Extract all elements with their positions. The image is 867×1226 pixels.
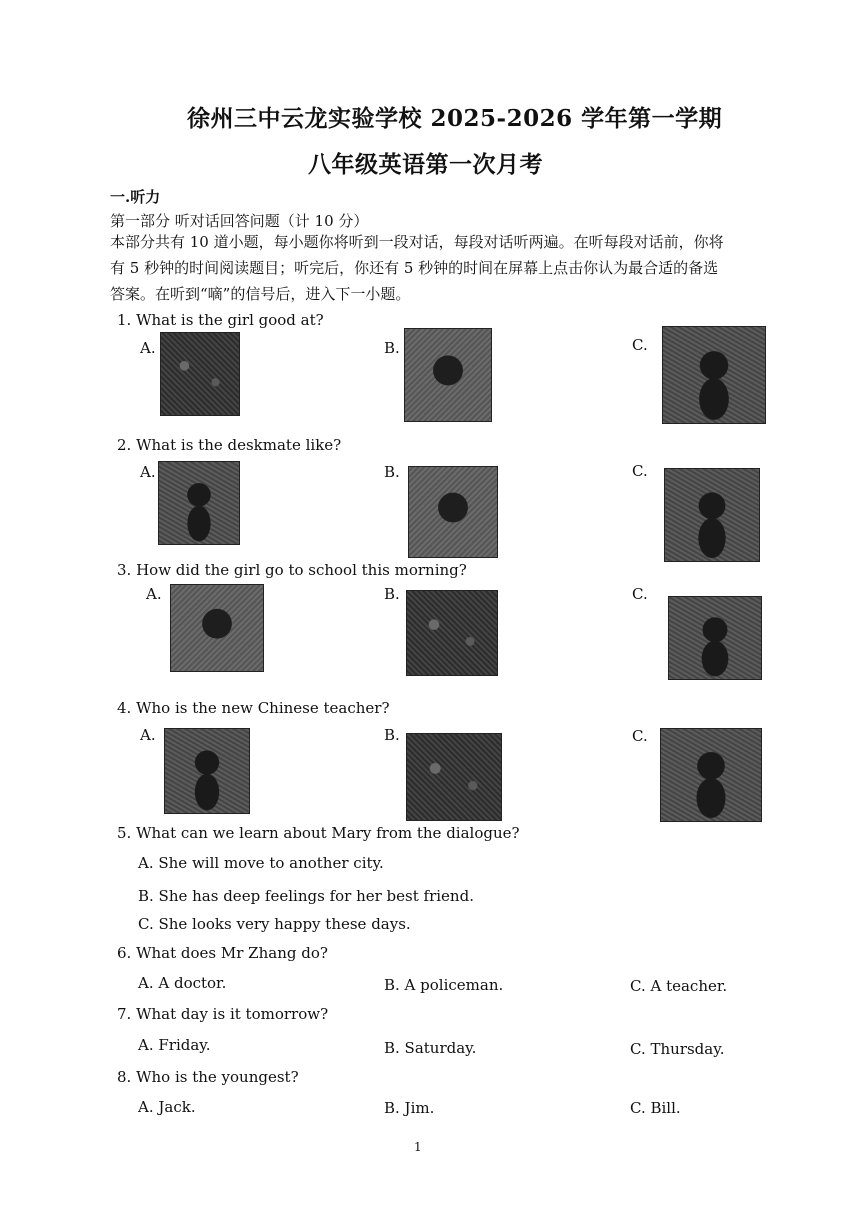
q4-option-b-label[interactable]: B.	[384, 726, 400, 744]
boy-portrait-picture[interactable]	[664, 468, 760, 562]
q4-option-c-label[interactable]: C.	[632, 727, 648, 745]
q6-option-a[interactable]: A. A doctor.	[138, 974, 227, 992]
q4-option-a-label[interactable]: A.	[140, 726, 156, 744]
boy-with-hat-picture[interactable]	[408, 466, 498, 558]
short-hair-woman-picture[interactable]	[660, 728, 762, 822]
q2-option-b-label[interactable]: B.	[384, 463, 400, 481]
question-2-stem: 2. What is the deskmate like?	[117, 436, 342, 454]
q2-option-c-label[interactable]: C.	[632, 462, 648, 480]
q5-option-b[interactable]: B. She has deep feelings for her best friend.	[138, 887, 474, 905]
exam-title: 徐州三中云龙实验学校 2025-2026 学年第一学期	[187, 105, 723, 132]
q3-option-c-label[interactable]: C.	[632, 585, 648, 603]
q5-option-c[interactable]: C. She looks very happy these days.	[138, 915, 411, 933]
q7-option-c[interactable]: C. Thursday.	[630, 1040, 725, 1058]
question-1-stem: 1. What is the girl good at?	[117, 311, 324, 329]
bus-picture[interactable]	[406, 590, 498, 676]
page-number: 1	[414, 1140, 422, 1154]
instructions: 本部分共有 10 道小题，每小题你将听到一段对话，每段对话听两遍。在听每段对话前，你将有 5 秒钟的时间阅读题目；听完后，你还有 5 秒钟的时间在屏幕上点击你认为最合适的备选答案。在听到“嘀”的信号后，进入下一小题。	[110, 233, 724, 303]
girl-art-picture[interactable]	[160, 332, 240, 416]
q1-option-c-label[interactable]: C.	[632, 336, 648, 354]
long-hair-woman-picture[interactable]	[164, 728, 250, 814]
q1-option-a-label[interactable]: A.	[140, 339, 156, 357]
q3-option-a-label[interactable]: A.	[146, 585, 162, 603]
question-6-stem: 6. What does Mr Zhang do?	[117, 944, 328, 962]
q2-option-a-label[interactable]: A.	[140, 463, 156, 481]
q5-option-a[interactable]: A. She will move to another city.	[138, 854, 384, 872]
q8-option-a[interactable]: A. Jack.	[138, 1098, 196, 1116]
q7-option-b[interactable]: B. Saturday.	[384, 1039, 477, 1057]
section-heading: 一.听力	[110, 188, 161, 206]
question-3-stem: 3. How did the girl go to school this morning?	[117, 561, 467, 579]
dancing-picture[interactable]	[662, 326, 766, 424]
car-picture[interactable]	[170, 584, 264, 672]
exam-subtitle: 八年级英语第一次月考	[308, 151, 543, 178]
bicycle-picture[interactable]	[668, 596, 762, 680]
q3-option-b-label[interactable]: B.	[384, 585, 400, 603]
question-5-stem: 5. What can we learn about Mary from the dialogue?	[117, 824, 520, 842]
girl-portrait-picture[interactable]	[158, 461, 240, 545]
question-7-stem: 7. What day is it tomorrow?	[117, 1005, 329, 1023]
q8-option-c[interactable]: C. Bill.	[630, 1099, 681, 1117]
q6-option-b[interactable]: B. A policeman.	[384, 976, 504, 994]
q7-option-a[interactable]: A. Friday.	[138, 1036, 211, 1054]
question-4-stem: 4. Who is the new Chinese teacher?	[117, 699, 390, 717]
man-picture[interactable]	[406, 733, 502, 821]
part-heading: 第一部分 听对话回答问题（计 10 分）	[110, 212, 369, 230]
q6-option-c[interactable]: C. A teacher.	[630, 977, 728, 995]
piano-picture[interactable]	[404, 328, 492, 422]
q8-option-b[interactable]: B. Jim.	[384, 1099, 435, 1117]
question-8-stem: 8. Who is the youngest?	[117, 1068, 299, 1086]
q1-option-b-label[interactable]: B.	[384, 339, 400, 357]
